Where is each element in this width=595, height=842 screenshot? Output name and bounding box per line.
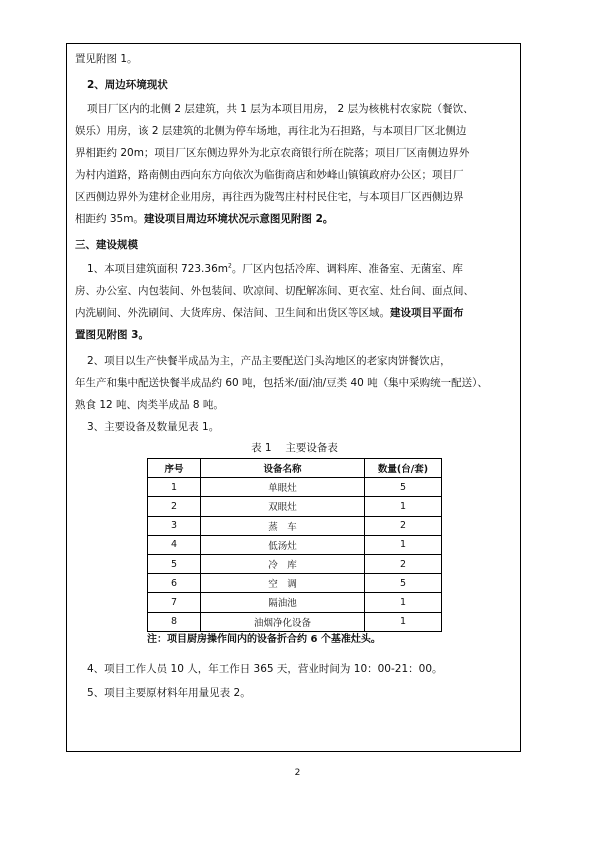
cell-name: 单眼灶 (201, 478, 365, 497)
scale1-line-2: 房、办公室、内包装间、外包装间、吹凉间、切配解冻间、更衣室、灶台间、面点间、 (75, 285, 474, 297)
env-line-6 (67, 208, 522, 230)
col-header-index: 序号 (148, 459, 201, 478)
cell-index: 6 (148, 574, 201, 593)
scale2-line-3: 熟食 12 吨、肉类半成品 8 吨。 (75, 399, 224, 411)
heading-surroundings: 2、周边环境现状 (87, 79, 168, 91)
plan-figure-ref: 建设项目平面布 (390, 307, 464, 319)
scale1-line-1-a: 1、本项目建筑面积 723.36m (87, 263, 228, 275)
cell-qty: 1 (365, 593, 442, 612)
table-header-row (148, 459, 442, 478)
scale1-line-1-b: 。厂区内包括冷库、调料库、准备室、无菌室、库 (231, 263, 463, 275)
cell-name: 低汤灶 (201, 535, 365, 554)
cell-index: 1 (148, 478, 201, 497)
scale5-line: 5、项目主要原材料年用量见表 2。 (87, 687, 251, 699)
cell-index: 5 (148, 554, 201, 573)
cell-name: 空 调 (201, 574, 365, 593)
table-row (148, 535, 442, 554)
table-row (148, 497, 442, 516)
scale1-line-1 (67, 258, 522, 280)
env-line-6-text: 相距约 35m。 (75, 213, 144, 225)
col-header-name: 设备名称 (201, 459, 365, 478)
cell-qty: 1 (365, 497, 442, 516)
cell-qty: 2 (365, 516, 442, 535)
area-unit-superscript: 2 (228, 262, 232, 270)
env-line-2: 娱乐）用房，该 2 层建筑的北侧为停车场地，再往北为石担路，与本项目厂区北侧边 (75, 125, 467, 137)
table-row (148, 612, 442, 631)
cell-index: 2 (148, 497, 201, 516)
env-figure-ref: 建设项目周边环境状况示意图见附图 2。 (143, 213, 334, 225)
cell-qty: 2 (365, 554, 442, 573)
scale1-line-3 (67, 302, 522, 324)
cell-qty: 5 (365, 574, 442, 593)
cell-name: 双眼灶 (201, 497, 365, 516)
env-line-5: 区西侧边界外为建材企业用房，再往西为陇驾庄村村民住宅，与本项目厂区西侧边界 (75, 191, 464, 203)
document-frame (66, 43, 521, 752)
env-line-4: 为村内道路，路南侧由西向东方向依次为临街商店和妙峰山镇镇政府办公区；项目厂 (75, 169, 464, 181)
table-row (148, 516, 442, 535)
env-line-1: 项目厂区内的北侧 2 层建筑，共 1 层为本项目用房， 2 层为核桃村农家院（餐饮、 (87, 103, 474, 115)
scale4-line: 4、项目工作人员 10 人，年工作日 365 天，营业时间为 10：00-21：00。 (87, 663, 443, 675)
cell-index: 8 (148, 612, 201, 631)
table-caption: 表 1 主要设备表 (251, 442, 338, 454)
table-row (148, 478, 442, 497)
cell-index: 4 (148, 535, 201, 554)
cell-name: 蒸 车 (201, 516, 365, 535)
heading-scale: 三、建设规模 (75, 239, 138, 251)
table-note: 注：项目厨房操作间内的设备折合约 6 个基准灶头。 (147, 634, 381, 645)
scale3-line: 3、主要设备及数量见表 1。 (87, 421, 220, 433)
cell-qty: 1 (365, 535, 442, 554)
col-header-qty: 数量(台/套) (365, 459, 442, 478)
env-line-3: 界相距约 20m；项目厂区东侧边界外为北京农商银行所在院落；项目厂区南侧边界外 (75, 147, 470, 159)
table-row (148, 554, 442, 573)
cell-name: 隔油池 (201, 593, 365, 612)
scale1-line-4: 置图见附图 3。 (75, 329, 149, 341)
cell-qty: 1 (365, 612, 442, 631)
page-number: 2 (294, 768, 301, 778)
scale2-line-1: 2、项目以生产快餐半成品为主，产品主要配送门头沟地区的老家肉饼餐饮店， (87, 355, 451, 367)
cell-name: 冷 库 (201, 554, 365, 573)
cell-qty: 5 (365, 478, 442, 497)
table-row (148, 574, 442, 593)
cell-index: 7 (148, 593, 201, 612)
cell-name: 油烟净化设备 (201, 612, 365, 631)
scale2-line-2: 年生产和集中配送快餐半成品约 60 吨，包括米/面/油/豆类 40 吨（集中采购统一配送）、 (75, 377, 488, 389)
cell-index: 3 (148, 516, 201, 535)
table-row (148, 593, 442, 612)
para-continuation: 置见附图 1。 (75, 53, 138, 65)
equipment-table (147, 458, 442, 632)
scale1-line-3-a: 内洗刷间、外洗刷间、大货库房、保洁间、卫生间和出货区等区域。 (75, 307, 390, 319)
